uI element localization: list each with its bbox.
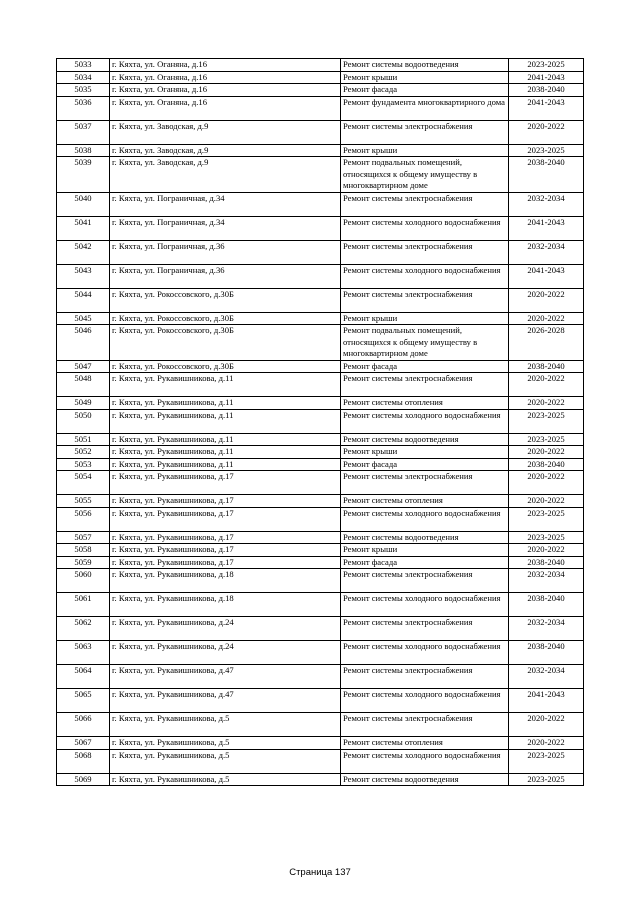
row-work-type: Ремонт системы водоотведения [341,433,509,446]
row-period: 2023-2025 [509,531,584,544]
table-row [57,749,584,773]
row-period: 2041-2043 [509,71,584,84]
row-work-type: Ремонт системы электроснабжения [341,569,509,593]
row-work-type: Ремонт системы холодного водоснабжения [341,689,509,713]
table-row [57,144,584,157]
row-number: 5058 [57,544,110,557]
row-address: г. Кяхта, ул. Рукавишникова, д.5 [110,713,341,737]
row-period: 2023-2025 [509,409,584,433]
table-row [57,360,584,373]
table-row [57,120,584,144]
row-work-type: Ремонт системы холодного водоснабжения [341,409,509,433]
row-address: г. Кяхта, ул. Заводская, д.9 [110,144,341,157]
repair-schedule-table [56,58,584,786]
table-row [57,556,584,569]
row-period: 2041-2043 [509,216,584,240]
row-period: 2023-2025 [509,433,584,446]
table-row [57,312,584,325]
row-number: 5065 [57,689,110,713]
row-address: г. Кяхта, ул. Рукавишникова, д.47 [110,689,341,713]
table-row [57,458,584,471]
row-address: г. Кяхта, ул. Рукавишникова, д.18 [110,593,341,617]
row-number: 5047 [57,360,110,373]
table-row [57,593,584,617]
row-work-type: Ремонт системы холодного водоснабжения [341,749,509,773]
row-period: 2020-2022 [509,737,584,750]
row-work-type: Ремонт системы электроснабжения [341,240,509,264]
table-row [57,471,584,495]
row-number: 5044 [57,288,110,312]
row-period: 2020-2022 [509,397,584,410]
row-address: г. Кяхта, ул. Оганяна, д.16 [110,71,341,84]
row-number: 5061 [57,593,110,617]
row-number: 5037 [57,120,110,144]
row-work-type: Ремонт системы электроснабжения [341,617,509,641]
row-number: 5043 [57,264,110,288]
row-address: г. Кяхта, ул. Оганяна, д.16 [110,96,341,120]
row-period: 2020-2022 [509,120,584,144]
row-address: г. Кяхта, ул. Оганяна, д.16 [110,84,341,97]
row-period: 2020-2022 [509,288,584,312]
table-row [57,59,584,72]
table-row [57,325,584,361]
row-number: 5063 [57,641,110,665]
table-row [57,495,584,508]
row-number: 5056 [57,507,110,531]
table-row [57,397,584,410]
row-work-type: Ремонт фундамента многоквартирного дома [341,96,509,120]
row-work-type: Ремонт системы электроснабжения [341,665,509,689]
row-work-type: Ремонт системы электроснабжения [341,288,509,312]
table-row [57,737,584,750]
row-address: г. Кяхта, ул. Пограничная, д.34 [110,216,341,240]
row-work-type: Ремонт системы холодного водоснабжения [341,216,509,240]
row-period: 2032-2034 [509,665,584,689]
row-address: г. Кяхта, ул. Заводская, д.9 [110,157,341,193]
table-row [57,288,584,312]
table-row [57,433,584,446]
row-number: 5039 [57,157,110,193]
row-address: г. Кяхта, ул. Рукавишникова, д.11 [110,409,341,433]
row-period: 2038-2040 [509,641,584,665]
row-work-type: Ремонт крыши [341,71,509,84]
row-number: 5062 [57,617,110,641]
row-number: 5051 [57,433,110,446]
row-period: 2020-2022 [509,471,584,495]
row-number: 5054 [57,471,110,495]
table-row [57,240,584,264]
row-address: г. Кяхта, ул. Рукавишникова, д.17 [110,495,341,508]
row-number: 5045 [57,312,110,325]
row-work-type: Ремонт системы водоотведения [341,773,509,786]
row-period: 2020-2022 [509,495,584,508]
table-row [57,157,584,193]
table-row [57,446,584,459]
row-period: 2041-2043 [509,689,584,713]
row-number: 5041 [57,216,110,240]
table-row [57,96,584,120]
row-number: 5064 [57,665,110,689]
table-row [57,507,584,531]
row-period: 2032-2034 [509,240,584,264]
row-period: 2020-2022 [509,446,584,459]
row-address: г. Кяхта, ул. Рукавишникова, д.5 [110,773,341,786]
row-number: 5067 [57,737,110,750]
table-row [57,617,584,641]
row-work-type: Ремонт системы водоотведения [341,531,509,544]
row-work-type: Ремонт фасада [341,84,509,97]
row-work-type: Ремонт системы электроснабжения [341,373,509,397]
row-work-type: Ремонт подвальных помещений, относящихся к общему имуществу в многоквартирном доме [341,157,509,193]
row-number: 5059 [57,556,110,569]
row-work-type: Ремонт системы электроснабжения [341,471,509,495]
table-row [57,665,584,689]
row-period: 2023-2025 [509,59,584,72]
row-work-type: Ремонт системы холодного водоснабжения [341,641,509,665]
row-address: г. Кяхта, ул. Рукавишникова, д.17 [110,544,341,557]
table-row [57,409,584,433]
row-number: 5033 [57,59,110,72]
row-number: 5036 [57,96,110,120]
row-work-type: Ремонт системы отопления [341,397,509,410]
page-number: Страница 137 [289,867,351,878]
row-number: 5038 [57,144,110,157]
row-number: 5055 [57,495,110,508]
row-period: 2032-2034 [509,617,584,641]
row-work-type: Ремонт крыши [341,446,509,459]
row-work-type: Ремонт фасада [341,556,509,569]
table-row [57,71,584,84]
row-period: 2041-2043 [509,264,584,288]
row-address: г. Кяхта, ул. Оганяна, д.16 [110,59,341,72]
row-address: г. Кяхта, ул. Заводская, д.9 [110,120,341,144]
row-number: 5042 [57,240,110,264]
row-work-type: Ремонт фасада [341,360,509,373]
row-work-type: Ремонт крыши [341,544,509,557]
table-row [57,264,584,288]
row-address: г. Кяхта, ул. Рукавишникова, д.17 [110,471,341,495]
row-number: 5049 [57,397,110,410]
table-row [57,641,584,665]
row-address: г. Кяхта, ул. Рокоссовского, д.30Б [110,360,341,373]
row-period: 2038-2040 [509,360,584,373]
table-row [57,84,584,97]
row-address: г. Кяхта, ул. Рукавишникова, д.11 [110,458,341,471]
table-row [57,531,584,544]
row-address: г. Кяхта, ул. Рукавишникова, д.18 [110,569,341,593]
row-work-type: Ремонт фасада [341,458,509,471]
row-number: 5057 [57,531,110,544]
row-work-type: Ремонт системы отопления [341,495,509,508]
row-work-type: Ремонт системы холодного водоснабжения [341,264,509,288]
row-address: г. Кяхта, ул. Рукавишникова, д.24 [110,641,341,665]
row-period: 2026-2028 [509,325,584,361]
row-number: 5069 [57,773,110,786]
table-row [57,216,584,240]
row-work-type: Ремонт системы отопления [341,737,509,750]
row-period: 2032-2034 [509,192,584,216]
row-address: г. Кяхта, ул. Рукавишникова, д.47 [110,665,341,689]
row-period: 2020-2022 [509,312,584,325]
row-number: 5050 [57,409,110,433]
row-work-type: Ремонт крыши [341,312,509,325]
table-row [57,192,584,216]
row-work-type: Ремонт крыши [341,144,509,157]
row-work-type: Ремонт системы электроснабжения [341,120,509,144]
row-address: г. Кяхта, ул. Рокоссовского, д.30Б [110,325,341,361]
row-period: 2020-2022 [509,713,584,737]
row-work-type: Ремонт системы водоотведения [341,59,509,72]
table-row [57,569,584,593]
row-work-type: Ремонт подвальных помещений, относящихся к общему имуществу в многоквартирном доме [341,325,509,361]
row-period: 2032-2034 [509,569,584,593]
row-address: г. Кяхта, ул. Рукавишникова, д.11 [110,397,341,410]
row-address: г. Кяхта, ул. Пограничная, д.36 [110,264,341,288]
row-period: 2023-2025 [509,144,584,157]
row-address: г. Кяхта, ул. Рукавишникова, д.17 [110,556,341,569]
row-number: 5052 [57,446,110,459]
row-address: г. Кяхта, ул. Рукавишникова, д.24 [110,617,341,641]
row-number: 5040 [57,192,110,216]
row-work-type: Ремонт системы холодного водоснабжения [341,593,509,617]
table-row [57,773,584,786]
table-body [57,59,584,786]
row-number: 5060 [57,569,110,593]
row-number: 5053 [57,458,110,471]
row-work-type: Ремонт системы электроснабжения [341,713,509,737]
table-row [57,713,584,737]
table-row [57,373,584,397]
row-period: 2023-2025 [509,507,584,531]
row-address: г. Кяхта, ул. Рукавишникова, д.17 [110,507,341,531]
row-period: 2038-2040 [509,458,584,471]
row-number: 5066 [57,713,110,737]
row-period: 2038-2040 [509,84,584,97]
row-address: г. Кяхта, ул. Рукавишникова, д.11 [110,446,341,459]
table-row [57,544,584,557]
row-work-type: Ремонт системы холодного водоснабжения [341,507,509,531]
row-period: 2041-2043 [509,96,584,120]
row-address: г. Кяхта, ул. Рукавишникова, д.5 [110,737,341,750]
row-number: 5035 [57,84,110,97]
row-period: 2038-2040 [509,157,584,193]
table-row [57,689,584,713]
row-address: г. Кяхта, ул. Рукавишникова, д.17 [110,531,341,544]
row-address: г. Кяхта, ул. Рукавишникова, д.11 [110,433,341,446]
row-address: г. Кяхта, ул. Рокоссовского, д.30Б [110,312,341,325]
row-address: г. Кяхта, ул. Пограничная, д.34 [110,192,341,216]
row-period: 2020-2022 [509,373,584,397]
row-period: 2020-2022 [509,544,584,557]
row-period: 2038-2040 [509,593,584,617]
row-address: г. Кяхта, ул. Рукавишникова, д.5 [110,749,341,773]
row-address: г. Кяхта, ул. Пограничная, д.36 [110,240,341,264]
row-address: г. Кяхта, ул. Рокоссовского, д.30Б [110,288,341,312]
row-period: 2038-2040 [509,556,584,569]
row-work-type: Ремонт системы электроснабжения [341,192,509,216]
row-period: 2023-2025 [509,749,584,773]
row-address: г. Кяхта, ул. Рукавишникова, д.11 [110,373,341,397]
row-number: 5068 [57,749,110,773]
row-period: 2023-2025 [509,773,584,786]
row-number: 5048 [57,373,110,397]
row-number: 5046 [57,325,110,361]
row-number: 5034 [57,71,110,84]
